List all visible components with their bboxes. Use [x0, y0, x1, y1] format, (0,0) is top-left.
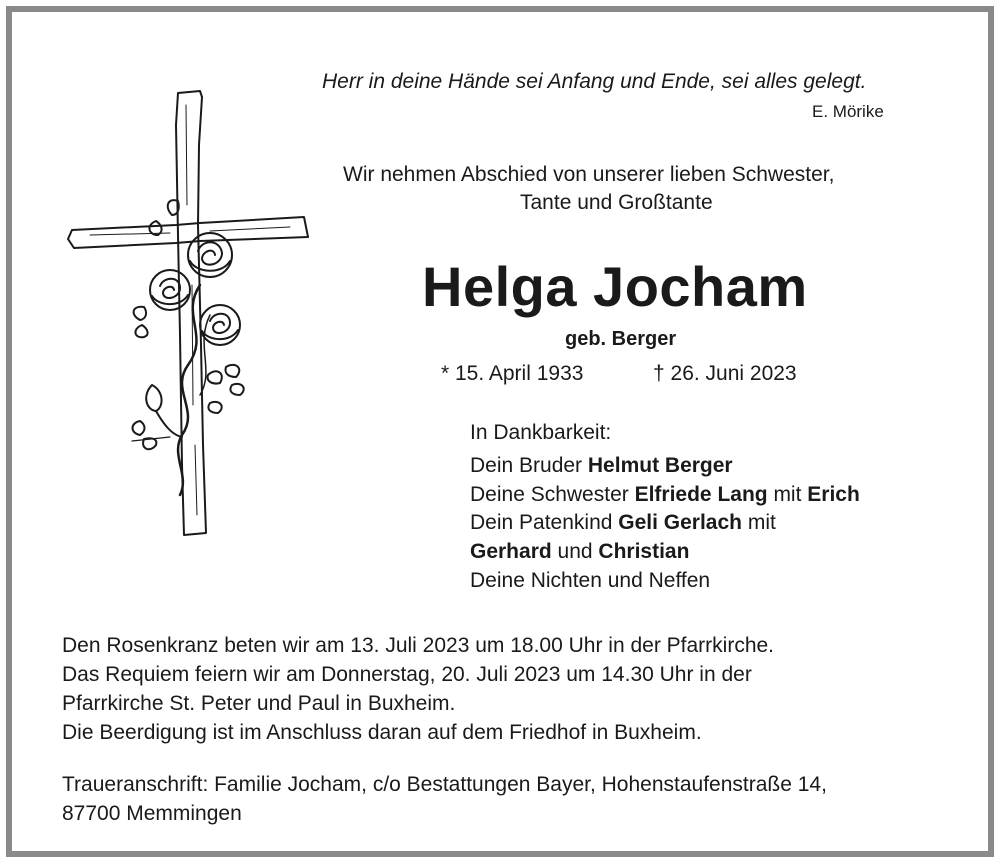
birth-date: * 15. April 1933	[441, 362, 584, 385]
quote-text: Herr in deine Hände sei Anfang und Ende, sei alles gelegt.	[322, 70, 867, 93]
mourner-name: Helmut Berger	[587, 454, 733, 477]
mourner-relation: Dein Patenkind	[470, 511, 619, 534]
mourner-name: Christian	[598, 540, 690, 563]
cross-with-roses-illustration	[60, 85, 320, 545]
mourner-name: Gerhard	[470, 540, 552, 563]
mourner-line-3	[470, 508, 776, 537]
quote-author: E. Mörike	[812, 102, 884, 121]
mourner-connector: mit	[767, 483, 808, 506]
service-line-1: Den Rosenkranz beten wir am 13. Juli 2023 um 18.00 Uhr in der Pfarrkirche.	[62, 634, 775, 657]
intro-line-2: Tante und Großtante	[520, 191, 713, 214]
mourner-relation: Deine Schwester	[470, 483, 635, 506]
service-line-4: Die Beerdigung ist im Anschluss daran auf dem Friedhof in Buxheim.	[62, 721, 702, 744]
mourner-name: Elfriede Lang	[634, 483, 768, 506]
mourner-line-5: Deine Nichten und Neffen	[470, 569, 711, 592]
service-line-3: Pfarrkirche St. Peter und Paul in Buxheim.	[62, 692, 456, 715]
mourner-name: Geli Gerlach	[618, 511, 742, 534]
mourners-heading: In Dankbarkeit:	[470, 421, 612, 444]
service-line-2: Das Requiem feiern wir am Donnerstag, 20. Juli 2023 um 14.30 Uhr in der	[62, 663, 752, 686]
address-line-1: Traueranschrift: Familie Jocham, c/o Bestattungen Bayer, Hohenstaufenstraße 14,	[62, 773, 827, 796]
death-date: † 26. Juni 2023	[653, 362, 797, 385]
mourner-connector: mit	[742, 511, 776, 534]
address-line-2: 87700 Memmingen	[62, 802, 242, 825]
mourner-line-1	[470, 451, 733, 480]
maiden-name: geb. Berger	[565, 328, 677, 350]
mourner-line-2	[470, 480, 860, 509]
mourner-line-4	[470, 537, 689, 566]
deceased-name: Helga Jocham	[422, 255, 808, 318]
intro-line-1: Wir nehmen Abschied von unserer lieben Schwester,	[343, 163, 835, 186]
mourner-relation: Dein Bruder	[470, 454, 588, 477]
mourner-connector: und	[551, 540, 599, 563]
mourner-name: Erich	[807, 483, 860, 506]
